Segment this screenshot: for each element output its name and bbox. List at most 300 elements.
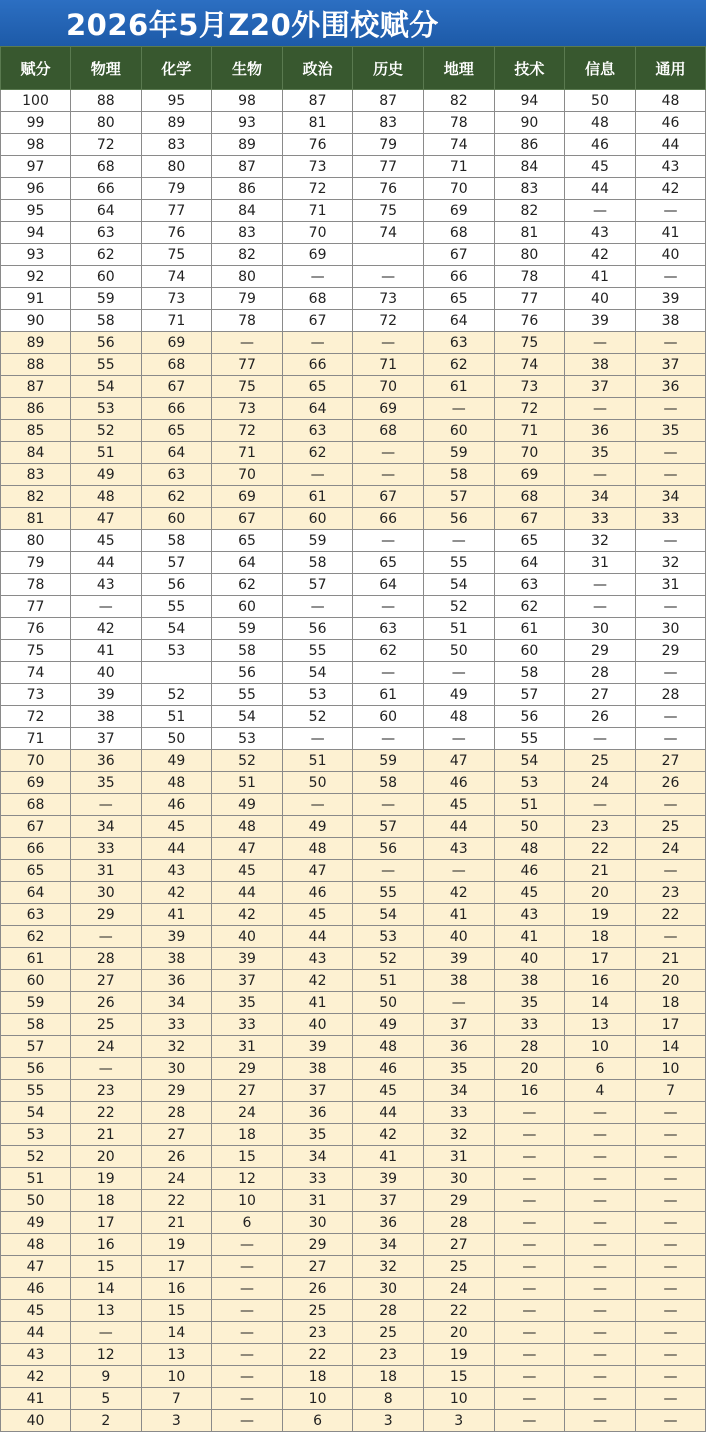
value-cell: 10 xyxy=(212,1190,283,1212)
value-cell: 46 xyxy=(282,882,353,904)
value-cell: 18 xyxy=(565,926,636,948)
score-cell: 83 xyxy=(1,464,71,486)
value-cell: 70 xyxy=(212,464,283,486)
value-cell: 29 xyxy=(423,1190,494,1212)
value-cell: 44 xyxy=(565,178,636,200)
value-cell: 17 xyxy=(565,948,636,970)
value-cell: 40 xyxy=(565,288,636,310)
value-cell: 49 xyxy=(212,794,283,816)
value-cell: 67 xyxy=(282,310,353,332)
value-cell: 76 xyxy=(353,178,424,200)
value-cell: 69 xyxy=(423,200,494,222)
value-cell: 35 xyxy=(423,1058,494,1080)
value-cell: 25 xyxy=(423,1256,494,1278)
value-cell: — xyxy=(71,794,142,816)
value-cell: 13 xyxy=(565,1014,636,1036)
value-cell: — xyxy=(282,464,353,486)
score-cell: 93 xyxy=(1,244,71,266)
table-row xyxy=(1,222,706,244)
value-cell: — xyxy=(353,442,424,464)
table-row xyxy=(1,948,706,970)
value-cell: 89 xyxy=(212,134,283,156)
value-cell: 34 xyxy=(282,1146,353,1168)
value-cell: 30 xyxy=(635,618,706,640)
value-cell: 51 xyxy=(353,970,424,992)
value-cell: 20 xyxy=(71,1146,142,1168)
value-cell: 80 xyxy=(212,266,283,288)
value-cell: 29 xyxy=(282,1234,353,1256)
value-cell: 48 xyxy=(635,90,706,112)
value-cell: 47 xyxy=(212,838,283,860)
value-cell: 66 xyxy=(353,508,424,530)
value-cell: — xyxy=(635,1278,706,1300)
value-cell: 63 xyxy=(282,420,353,442)
value-cell: — xyxy=(565,1410,636,1432)
value-cell: — xyxy=(635,728,706,750)
table-row xyxy=(1,1190,706,1212)
value-cell: 27 xyxy=(635,750,706,772)
table-row xyxy=(1,266,706,288)
value-cell: 46 xyxy=(565,134,636,156)
table-row xyxy=(1,442,706,464)
value-cell: — xyxy=(494,1388,565,1410)
value-cell: — xyxy=(212,1300,283,1322)
value-cell: 52 xyxy=(353,948,424,970)
table-body xyxy=(1,90,706,1432)
value-cell: — xyxy=(635,860,706,882)
value-cell: 77 xyxy=(212,354,283,376)
value-cell: 44 xyxy=(282,926,353,948)
value-cell: 23 xyxy=(71,1080,142,1102)
value-cell: 45 xyxy=(494,882,565,904)
value-cell: 59 xyxy=(71,288,142,310)
value-cell: 77 xyxy=(494,288,565,310)
value-cell: 41 xyxy=(494,926,565,948)
value-cell: — xyxy=(635,1388,706,1410)
value-cell: — xyxy=(71,596,142,618)
value-cell: 3 xyxy=(141,1410,212,1432)
value-cell: 75 xyxy=(212,376,283,398)
table-row xyxy=(1,1102,706,1124)
value-cell: 41 xyxy=(141,904,212,926)
value-cell: 10 xyxy=(282,1388,353,1410)
value-cell: 54 xyxy=(71,376,142,398)
value-cell: — xyxy=(635,530,706,552)
value-cell: — xyxy=(71,1322,142,1344)
value-cell: 24 xyxy=(423,1278,494,1300)
value-cell: 9 xyxy=(71,1366,142,1388)
score-cell: 78 xyxy=(1,574,71,596)
value-cell: 26 xyxy=(71,992,142,1014)
score-cell: 81 xyxy=(1,508,71,530)
value-cell: 28 xyxy=(494,1036,565,1058)
value-cell: 60 xyxy=(494,640,565,662)
value-cell: 25 xyxy=(635,816,706,838)
value-cell: — xyxy=(635,1146,706,1168)
value-cell: 51 xyxy=(141,706,212,728)
value-cell: 71 xyxy=(141,310,212,332)
value-cell: 13 xyxy=(71,1300,142,1322)
table-row xyxy=(1,992,706,1014)
value-cell: 27 xyxy=(212,1080,283,1102)
value-cell: 42 xyxy=(141,882,212,904)
value-cell: 35 xyxy=(212,992,283,1014)
value-cell: 84 xyxy=(494,156,565,178)
value-cell: 56 xyxy=(282,618,353,640)
value-cell: — xyxy=(212,332,283,354)
value-cell: 39 xyxy=(141,926,212,948)
table-row xyxy=(1,1366,706,1388)
value-cell: 48 xyxy=(565,112,636,134)
table-row xyxy=(1,926,706,948)
table-row xyxy=(1,1388,706,1410)
value-cell: — xyxy=(212,1388,283,1410)
value-cell: — xyxy=(494,1256,565,1278)
value-cell: 18 xyxy=(212,1124,283,1146)
value-cell: 14 xyxy=(141,1322,212,1344)
value-cell: 41 xyxy=(282,992,353,1014)
value-cell: 67 xyxy=(423,244,494,266)
value-cell: 82 xyxy=(212,244,283,266)
value-cell: — xyxy=(635,200,706,222)
score-cell: 55 xyxy=(1,1080,71,1102)
value-cell: — xyxy=(353,266,424,288)
score-cell: 56 xyxy=(1,1058,71,1080)
table-header-row xyxy=(1,47,706,90)
value-cell: — xyxy=(565,1234,636,1256)
value-cell: 67 xyxy=(353,486,424,508)
value-cell: 55 xyxy=(212,684,283,706)
value-cell: 55 xyxy=(423,552,494,574)
value-cell: 83 xyxy=(353,112,424,134)
value-cell: — xyxy=(635,1366,706,1388)
score-cell: 77 xyxy=(1,596,71,618)
value-cell: 40 xyxy=(71,662,142,684)
value-cell: 28 xyxy=(423,1212,494,1234)
value-cell: — xyxy=(212,1256,283,1278)
value-cell: 36 xyxy=(282,1102,353,1124)
value-cell: — xyxy=(494,1102,565,1124)
value-cell: — xyxy=(423,728,494,750)
value-cell: 72 xyxy=(494,398,565,420)
value-cell: 26 xyxy=(141,1146,212,1168)
value-cell: 23 xyxy=(282,1322,353,1344)
score-cell: 62 xyxy=(1,926,71,948)
value-cell: 29 xyxy=(635,640,706,662)
value-cell: 67 xyxy=(141,376,212,398)
value-cell: 48 xyxy=(353,1036,424,1058)
table-row xyxy=(1,684,706,706)
score-cell: 43 xyxy=(1,1344,71,1366)
value-cell: 75 xyxy=(141,244,212,266)
score-cell: 68 xyxy=(1,794,71,816)
header-general-tech: 通用 xyxy=(635,47,706,90)
score-cell: 41 xyxy=(1,1388,71,1410)
value-cell: — xyxy=(494,1278,565,1300)
table-row xyxy=(1,1124,706,1146)
value-cell: 19 xyxy=(423,1344,494,1366)
value-cell: 34 xyxy=(71,816,142,838)
value-cell: 76 xyxy=(282,134,353,156)
value-cell: 50 xyxy=(282,772,353,794)
value-cell: — xyxy=(212,1366,283,1388)
value-cell: 60 xyxy=(282,508,353,530)
value-cell: 41 xyxy=(565,266,636,288)
value-cell: 48 xyxy=(282,838,353,860)
value-cell: 55 xyxy=(71,354,142,376)
value-cell: 50 xyxy=(423,640,494,662)
value-cell: 78 xyxy=(423,112,494,134)
table-row xyxy=(1,178,706,200)
score-cell: 94 xyxy=(1,222,71,244)
value-cell: 46 xyxy=(141,794,212,816)
value-cell: 41 xyxy=(635,222,706,244)
table-row xyxy=(1,310,706,332)
table-row xyxy=(1,816,706,838)
value-cell: 72 xyxy=(282,178,353,200)
value-cell: 24 xyxy=(141,1168,212,1190)
value-cell: — xyxy=(565,1344,636,1366)
value-cell: 45 xyxy=(141,816,212,838)
value-cell: 34 xyxy=(565,486,636,508)
table-row xyxy=(1,90,706,112)
value-cell: 37 xyxy=(353,1190,424,1212)
value-cell: — xyxy=(282,266,353,288)
value-cell: 52 xyxy=(423,596,494,618)
value-cell: 74 xyxy=(494,354,565,376)
value-cell: 54 xyxy=(494,750,565,772)
value-cell: 30 xyxy=(141,1058,212,1080)
value-cell: 64 xyxy=(141,442,212,464)
value-cell: 15 xyxy=(71,1256,142,1278)
value-cell: — xyxy=(494,1168,565,1190)
value-cell: 63 xyxy=(423,332,494,354)
value-cell: 33 xyxy=(423,1102,494,1124)
value-cell: 59 xyxy=(282,530,353,552)
value-cell: 87 xyxy=(353,90,424,112)
value-cell: — xyxy=(635,464,706,486)
value-cell: 57 xyxy=(494,684,565,706)
value-cell: 62 xyxy=(71,244,142,266)
value-cell: 78 xyxy=(212,310,283,332)
value-cell: — xyxy=(71,926,142,948)
value-cell: 64 xyxy=(423,310,494,332)
value-cell: 33 xyxy=(141,1014,212,1036)
value-cell: 10 xyxy=(141,1366,212,1388)
value-cell: — xyxy=(282,596,353,618)
value-cell: 52 xyxy=(141,684,212,706)
value-cell: 70 xyxy=(282,222,353,244)
value-cell: 37 xyxy=(565,376,636,398)
value-cell: — xyxy=(212,1344,283,1366)
value-cell: 40 xyxy=(635,244,706,266)
value-cell: 48 xyxy=(212,816,283,838)
value-cell: 33 xyxy=(494,1014,565,1036)
value-cell: 74 xyxy=(141,266,212,288)
value-cell: 53 xyxy=(494,772,565,794)
value-cell: 14 xyxy=(565,992,636,1014)
score-cell: 82 xyxy=(1,486,71,508)
value-cell: 30 xyxy=(423,1168,494,1190)
value-cell: 47 xyxy=(282,860,353,882)
value-cell: 2 xyxy=(71,1410,142,1432)
value-cell: 32 xyxy=(635,552,706,574)
value-cell: 70 xyxy=(353,376,424,398)
value-cell: — xyxy=(212,1410,283,1432)
value-cell: — xyxy=(635,332,706,354)
value-cell: 43 xyxy=(565,222,636,244)
value-cell: 47 xyxy=(423,750,494,772)
table-row xyxy=(1,134,706,156)
value-cell: 56 xyxy=(212,662,283,684)
table-row xyxy=(1,552,706,574)
table-row xyxy=(1,1168,706,1190)
value-cell: 37 xyxy=(212,970,283,992)
score-cell: 99 xyxy=(1,112,71,134)
value-cell: 31 xyxy=(635,574,706,596)
table-row xyxy=(1,1300,706,1322)
score-cell: 54 xyxy=(1,1102,71,1124)
value-cell: 19 xyxy=(141,1234,212,1256)
value-cell: 70 xyxy=(494,442,565,464)
value-cell: 7 xyxy=(141,1388,212,1410)
value-cell: 29 xyxy=(212,1058,283,1080)
value-cell: 42 xyxy=(71,618,142,640)
value-cell xyxy=(141,662,212,684)
value-cell: 6 xyxy=(282,1410,353,1432)
value-cell: 37 xyxy=(282,1080,353,1102)
score-cell: 87 xyxy=(1,376,71,398)
score-cell: 44 xyxy=(1,1322,71,1344)
score-cell: 53 xyxy=(1,1124,71,1146)
value-cell: 68 xyxy=(353,420,424,442)
score-cell: 98 xyxy=(1,134,71,156)
value-cell: 70 xyxy=(423,178,494,200)
value-cell: — xyxy=(282,728,353,750)
value-cell: 25 xyxy=(71,1014,142,1036)
table-row xyxy=(1,1256,706,1278)
header-info-tech: 信息 xyxy=(565,47,636,90)
value-cell: 25 xyxy=(565,750,636,772)
value-cell: 53 xyxy=(212,728,283,750)
score-cell: 48 xyxy=(1,1234,71,1256)
value-cell: 28 xyxy=(353,1300,424,1322)
value-cell: 47 xyxy=(71,508,142,530)
value-cell: 4 xyxy=(565,1080,636,1102)
value-cell: 21 xyxy=(635,948,706,970)
table-row xyxy=(1,772,706,794)
value-cell: 36 xyxy=(565,420,636,442)
value-cell: 33 xyxy=(212,1014,283,1036)
value-cell: 51 xyxy=(494,794,565,816)
value-cell: 36 xyxy=(353,1212,424,1234)
score-cell: 95 xyxy=(1,200,71,222)
value-cell: 3 xyxy=(423,1410,494,1432)
value-cell: 66 xyxy=(71,178,142,200)
value-cell: 38 xyxy=(423,970,494,992)
value-cell: 53 xyxy=(353,926,424,948)
value-cell: 16 xyxy=(141,1278,212,1300)
value-cell: 32 xyxy=(353,1256,424,1278)
value-cell: 51 xyxy=(423,618,494,640)
score-cell: 45 xyxy=(1,1300,71,1322)
value-cell: 48 xyxy=(494,838,565,860)
value-cell: 16 xyxy=(494,1080,565,1102)
value-cell: 32 xyxy=(141,1036,212,1058)
value-cell: 41 xyxy=(71,640,142,662)
value-cell: — xyxy=(494,1300,565,1322)
value-cell: 30 xyxy=(565,618,636,640)
value-cell: 43 xyxy=(282,948,353,970)
table-row xyxy=(1,882,706,904)
value-cell: — xyxy=(212,1234,283,1256)
value-cell: 42 xyxy=(423,882,494,904)
value-cell: — xyxy=(565,1124,636,1146)
score-cell: 60 xyxy=(1,970,71,992)
value-cell: 73 xyxy=(282,156,353,178)
value-cell: 31 xyxy=(423,1146,494,1168)
table-row xyxy=(1,200,706,222)
value-cell: 76 xyxy=(141,222,212,244)
value-cell: 82 xyxy=(423,90,494,112)
value-cell: 28 xyxy=(565,662,636,684)
value-cell: 22 xyxy=(423,1300,494,1322)
value-cell: 69 xyxy=(282,244,353,266)
value-cell: — xyxy=(423,398,494,420)
value-cell: 39 xyxy=(423,948,494,970)
value-cell: 56 xyxy=(494,706,565,728)
value-cell: 36 xyxy=(71,750,142,772)
value-cell: 29 xyxy=(141,1080,212,1102)
value-cell: 26 xyxy=(282,1278,353,1300)
value-cell: 66 xyxy=(282,354,353,376)
value-cell: — xyxy=(494,1146,565,1168)
value-cell: 16 xyxy=(565,970,636,992)
value-cell: 46 xyxy=(353,1058,424,1080)
value-cell: 22 xyxy=(282,1344,353,1366)
value-cell: 52 xyxy=(71,420,142,442)
value-cell: 38 xyxy=(494,970,565,992)
value-cell: 42 xyxy=(635,178,706,200)
value-cell: — xyxy=(635,1212,706,1234)
value-cell: 49 xyxy=(141,750,212,772)
value-cell: 17 xyxy=(141,1256,212,1278)
value-cell: — xyxy=(353,530,424,552)
value-cell: 15 xyxy=(212,1146,283,1168)
value-cell: 57 xyxy=(353,816,424,838)
value-cell: 21 xyxy=(141,1212,212,1234)
value-cell: 38 xyxy=(565,354,636,376)
value-cell: 83 xyxy=(212,222,283,244)
value-cell: — xyxy=(635,1234,706,1256)
value-cell: 34 xyxy=(635,486,706,508)
value-cell: 42 xyxy=(282,970,353,992)
header-score: 赋分 xyxy=(1,47,71,90)
table-row xyxy=(1,486,706,508)
value-cell: 39 xyxy=(71,684,142,706)
table-row xyxy=(1,530,706,552)
score-cell: 59 xyxy=(1,992,71,1014)
value-cell: 34 xyxy=(353,1234,424,1256)
value-cell: 81 xyxy=(494,222,565,244)
value-cell: — xyxy=(353,332,424,354)
score-cell: 47 xyxy=(1,1256,71,1278)
value-cell: 73 xyxy=(494,376,565,398)
value-cell: 66 xyxy=(141,398,212,420)
value-cell: 59 xyxy=(353,750,424,772)
value-cell: 54 xyxy=(212,706,283,728)
score-cell: 57 xyxy=(1,1036,71,1058)
